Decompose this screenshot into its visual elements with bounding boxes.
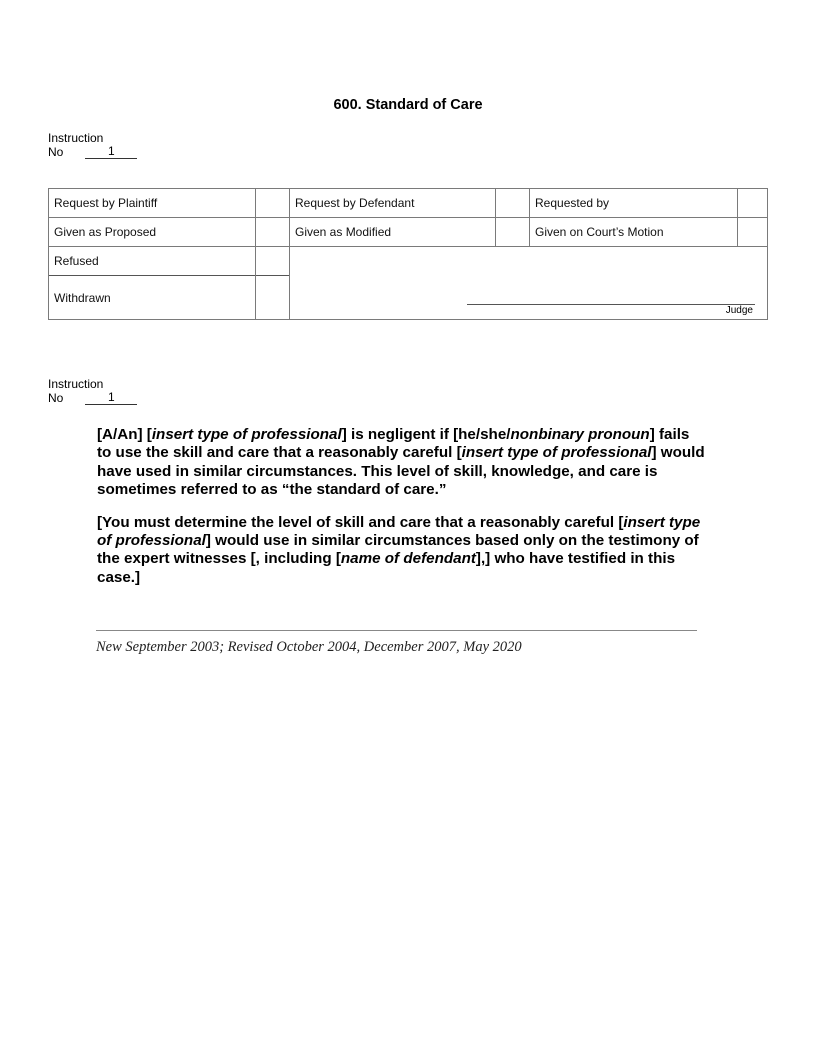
given-on-courts-motion-checkbox[interactable]	[738, 218, 767, 246]
instruction-number-block	[48, 131, 137, 159]
page-title: 600. Standard of Care	[333, 97, 483, 113]
history-divider	[96, 630, 697, 631]
instruction-label: Instruction	[48, 131, 104, 145]
request-by-plaintiff-label: Request by Plaintiff	[54, 196, 158, 210]
revision-history: New September 2003; Revised October 2004, December 2007, May 2020	[96, 639, 522, 655]
text-segment: ] would use in similar circumstances based only on the testimony of the expert witnesses [, including [	[97, 532, 699, 568]
given-as-proposed-checkbox[interactable]	[256, 218, 289, 246]
placeholder-text: insert type of professional	[461, 444, 652, 462]
instruction-paragraph-1	[97, 426, 707, 500]
instruction-no-field[interactable]: 1	[85, 145, 137, 159]
refused-label: Refused	[54, 254, 99, 268]
instruction-paragraph-2	[97, 514, 707, 588]
text-segment: ],] who have testified in this case.]	[97, 550, 676, 586]
request-by-defendant-label: Request by Defendant	[295, 196, 415, 210]
given-as-modified-label: Given as Modified	[295, 225, 392, 239]
disposition-form-table	[48, 188, 768, 320]
judge-signature-line[interactable]	[467, 304, 755, 305]
given-as-proposed-label: Given as Proposed	[54, 225, 157, 239]
placeholder-text: name of defendant	[340, 550, 476, 568]
text-segment: [A/An] [	[97, 426, 152, 443]
instruction-label: Instruction	[48, 377, 104, 391]
placeholder-text: insert type of professional	[97, 513, 701, 550]
placeholder-text: nonbinary pronoun	[510, 426, 650, 443]
instruction-no-label: No	[48, 391, 64, 405]
requested-by-checkbox[interactable]	[738, 189, 767, 217]
request-by-defendant-checkbox[interactable]	[496, 189, 529, 217]
placeholder-text: insert type of professional	[151, 426, 342, 443]
withdrawn-checkbox[interactable]	[256, 276, 289, 319]
text-segment: ] fails to use the skill and care that a reasonably careful [	[97, 426, 690, 462]
refused-checkbox[interactable]	[256, 247, 289, 275]
given-on-courts-motion-label: Given on Court’s Motion	[535, 225, 664, 239]
requested-by-label: Requested by	[535, 196, 610, 210]
text-segment: ] is negligent if [he/she/	[341, 426, 511, 443]
given-as-modified-checkbox[interactable]	[496, 218, 529, 246]
text-segment: ] would have used in similar circumstances. This level of skill, knowledge, and care is sometimes referred to as “the standard of care.”	[97, 444, 705, 499]
instruction-number-block-2	[48, 377, 137, 405]
instruction-no-field[interactable]: 1	[85, 391, 137, 405]
withdrawn-label: Withdrawn	[54, 290, 111, 305]
text-segment: [You must determine the level of skill and care that a reasonably careful [	[97, 513, 624, 531]
judge-signature-label: Judge	[725, 305, 753, 316]
instruction-no-label: No	[48, 145, 64, 159]
request-by-plaintiff-checkbox[interactable]	[256, 189, 289, 217]
instruction-body	[97, 426, 707, 601]
